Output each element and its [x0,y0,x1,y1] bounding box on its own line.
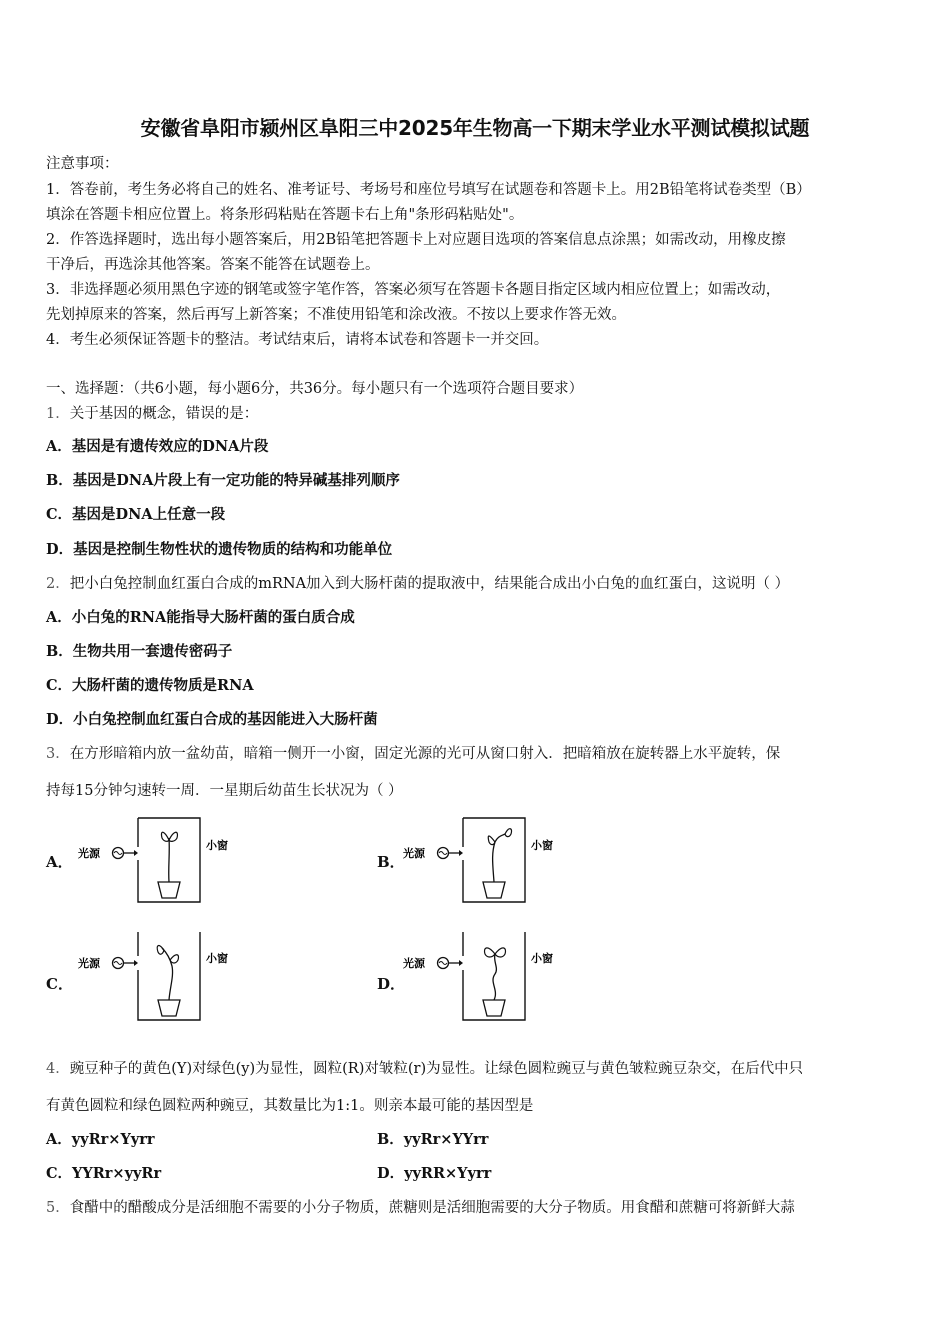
option-a[interactable]: A．小白兔的RNA能指导大肠杆菌的蛋白质合成 [46,609,355,626]
seedling-stem [493,954,496,1000]
option-a[interactable]: A．yyRr×Yyrr [46,1131,155,1148]
light-source-label: 光源 [403,957,425,970]
option-c[interactable]: C．基因是DNA上任意一段 [46,506,226,523]
question-3-stem [46,742,780,763]
seedling-stem [162,948,173,1000]
section-heading: 一、选择题：（共6小题，每小题6分，共36分。每小题只有一个选项符合题目要求） [46,381,584,397]
question-2-stem [46,572,789,593]
option-c[interactable]: C．YYRr×yyRr [46,1165,162,1182]
question-number: 4． [46,1061,70,1077]
option-a[interactable]: A．基因是有遗传效应的DNA片段 [46,438,269,455]
exam-title: 安徽省阜阳市颍州区阜阳三中2025年生物高一下期末学业水平测试模拟试题 [140,116,810,140]
seedling-leaf [505,829,512,837]
notice-heading: 注意事项： [46,156,119,172]
light-source-label: 光源 [78,847,100,860]
seedling-leaf [495,948,506,957]
arrowhead [134,850,138,856]
light-source-label: 光源 [78,957,100,970]
option-c[interactable]: C．大肠杆菌的遗传物质是RNA [46,677,254,694]
question-1-stem [46,402,258,423]
light-filament [114,852,122,855]
seedling-stem [169,838,170,882]
arrowhead [134,960,138,966]
option-b[interactable]: B．生物共用一套遗传密码子 [46,643,233,660]
dark-box [138,932,200,1020]
notice-line: 3．非选择题必须用黑色字迹的钢笔或签字笔作答，答案必须写在答题卡各题目指定区域内相应位置上；如需改动， [46,282,781,298]
notice-line: 填涂在答题卡相应位置上。将条形码粘贴在答题卡右上角"条形码粘贴处"。 [46,207,524,223]
figure-d-label[interactable]: D． [377,975,406,993]
notice-line: 1．答卷前，考生务必将自己的姓名、准考证号、考场号和座位号填写在试题卷和答题卡上。用2B铅笔将试卷类型（B） [46,182,811,198]
window-label: 小窗 [531,952,553,965]
figure-b-label[interactable]: B． [377,853,405,871]
question-4-stem [46,1057,803,1078]
option-b[interactable]: B．yyRr×YYrr [377,1131,489,1148]
window-label: 小窗 [531,839,553,852]
figure-a-label[interactable]: A． [46,853,73,871]
figure-d [403,932,573,1032]
figure-a [78,812,248,912]
question-text: 关于基因的概念，错误的是： [69,406,259,422]
seedling-leaf [484,948,495,957]
light-source-label: 光源 [403,847,425,860]
figure-c-label[interactable]: C． [46,975,73,993]
seedling-leaf [161,832,169,841]
light-filament [439,962,447,965]
figure-c [78,932,248,1032]
question-text: 豌豆种子的黄色(Y)对绿色(y)为显性，圆粒(R)对皱粒(r)为显性。让绿色圆粒豌豆与黄色皱粒豌豆杂交，在后代中只 [69,1061,804,1077]
question-5-stem [46,1196,795,1217]
window-label: 小窗 [206,839,228,852]
notice-line: 干净后，再选涂其他答案。答案不能答在试题卷上。 [46,257,380,273]
light-filament [439,852,447,855]
notice-line: 先划掉原来的答案，然后再写上新答案；不准使用铅笔和涂改液。不按以上要求作答无效。 [46,307,626,323]
option-d[interactable]: D．yyRR×Yyrr [377,1165,492,1182]
question-number: 2． [46,576,70,592]
notice-line: 4．考生必须保证答题卡的整洁。考试结束后，请将本试卷和答题卡一并交回。 [46,332,549,348]
option-d[interactable]: D．小白兔控制血红蛋白合成的基因能进入大肠杆菌 [46,711,378,728]
arrowhead [459,960,463,966]
figure-b [403,812,573,912]
arrowhead [459,850,463,856]
light-filament [114,962,122,965]
question-text: 把小白兔控制血红蛋白合成的mRNA加入到大肠杆菌的提取液中，结果能合成出小白兔的血红蛋白，这说明（ ） [69,576,790,592]
question-number: 1． [46,406,70,422]
dark-box [463,818,525,902]
flower-pot [483,1000,505,1016]
flower-pot [483,882,505,898]
option-d[interactable]: D．基因是控制生物性状的遗传物质的结构和功能单位 [46,541,393,558]
question-number: 5． [46,1200,70,1216]
question-text: 食醋中的醋酸成分是活细胞不需要的小分子物质，蔗糖则是活细胞需要的大分子物质。用食醋和蔗糖可将新鲜大蒜 [69,1200,795,1216]
seedling-leaf [488,836,495,845]
notice-line: 2．作答选择题时，选出每小题答案后，用2B铅笔把答题卡上对应题目选项的答案信息点涂黑；如需改动，用橡皮擦 [46,232,786,248]
flower-pot [158,1000,180,1016]
question-3-stem-cont: 持每15分钟匀速转一周．一星期后幼苗生长状况为（ ） [46,783,403,799]
option-b[interactable]: B．基因是DNA片段上有一定功能的特异碱基排列顺序 [46,472,400,489]
seedling-leaf [169,832,177,841]
seedling-leaf [170,955,179,963]
window-label: 小窗 [206,952,228,965]
question-4-stem-cont: 有黄色圆粒和绿色圆粒两种豌豆，其数量比为1:1。则亲本最可能的基因型是 [46,1098,534,1114]
question-text: 在方形暗箱内放一盆幼苗，暗箱一侧开一小窗，固定光源的光可从窗口射入．把暗箱放在旋转器上水平旋转，保 [69,746,781,762]
flower-pot [158,882,180,898]
question-number: 3． [46,746,70,762]
